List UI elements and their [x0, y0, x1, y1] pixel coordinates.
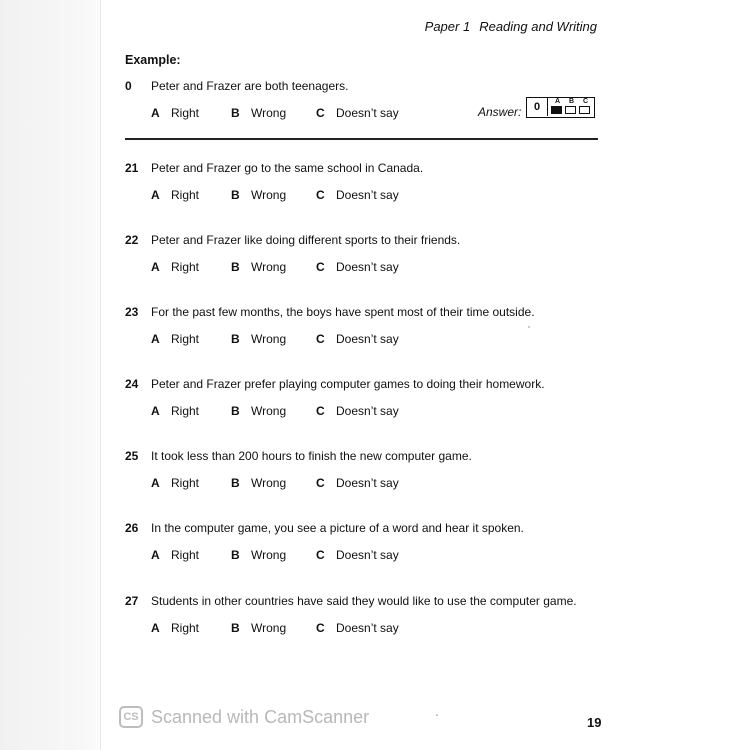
option-c: [316, 106, 399, 120]
option-letter: B: [231, 476, 240, 490]
question-number: 26: [125, 521, 139, 535]
question-text: Peter and Frazer prefer playing computer games to doing their homework.: [151, 377, 545, 391]
option-text: Right: [171, 548, 200, 562]
question-27: [125, 594, 598, 654]
question-25: [125, 449, 598, 509]
question-number: 0: [125, 79, 132, 93]
question-number: 25: [125, 449, 139, 463]
question-text: Peter and Frazer go to the same school in Canada.: [151, 161, 424, 175]
option-letter: C: [316, 188, 325, 202]
question-number: 23: [125, 305, 139, 319]
option-text: Right: [171, 106, 200, 120]
watermark-text: Scanned with CamScanner: [151, 707, 370, 727]
question-number: 21: [125, 161, 139, 175]
option-c[interactable]: [316, 621, 399, 635]
question-number: 24: [125, 377, 139, 391]
question-text: Students in other countries have said they would like to use the computer game.: [151, 594, 577, 608]
option-a[interactable]: [151, 188, 199, 202]
option-letter: A: [151, 476, 160, 490]
scan-speck: [528, 326, 530, 328]
question-22: [125, 233, 598, 293]
question-23: [125, 305, 598, 365]
header-paper: Paper 1: [424, 19, 471, 34]
option-text: Wrong: [251, 260, 287, 274]
option-text: Right: [171, 476, 200, 490]
option-a[interactable]: [151, 332, 199, 346]
option-letter: B: [231, 548, 240, 562]
example-question: [125, 79, 598, 139]
option-text: Right: [171, 621, 200, 635]
header-section: Reading and Writing: [479, 19, 597, 34]
option-text: Right: [171, 404, 200, 418]
option-text: Doesn’t say: [336, 188, 399, 202]
option-letter: C: [316, 621, 325, 635]
option-letter: A: [151, 404, 160, 418]
option-text: Wrong: [251, 188, 287, 202]
page-number: 19: [587, 715, 602, 730]
question-text: In the computer game, you see a picture of a word and hear it spoken.: [151, 521, 524, 535]
option-b[interactable]: [231, 548, 286, 562]
question-24: [125, 377, 598, 437]
answer-letter-a: A: [555, 98, 561, 105]
option-text: Doesn’t say: [336, 476, 399, 490]
answer-bubble-c[interactable]: [579, 106, 590, 114]
option-c[interactable]: [316, 332, 399, 346]
option-b: [231, 106, 286, 120]
question-text: Peter and Frazer like doing different sports to their friends.: [151, 233, 461, 247]
option-b[interactable]: [231, 188, 286, 202]
option-letter: B: [231, 332, 240, 346]
option-letter: C: [316, 548, 325, 562]
option-letter: C: [316, 260, 325, 274]
option-text: Doesn’t say: [336, 548, 399, 562]
option-text: Wrong: [251, 332, 287, 346]
option-c[interactable]: [316, 476, 399, 490]
question-text: For the past few months, the boys have spent most of their time outside.: [151, 305, 535, 319]
option-text: Doesn’t say: [336, 260, 399, 274]
option-b[interactable]: [231, 404, 286, 418]
option-letter: B: [231, 260, 240, 274]
option-text: Right: [171, 188, 200, 202]
option-letter: A: [151, 332, 160, 346]
option-text: Wrong: [251, 621, 287, 635]
option-a[interactable]: [151, 621, 199, 635]
option-c[interactable]: [316, 404, 399, 418]
page-header: [425, 19, 597, 34]
question-number: 22: [125, 233, 139, 247]
example-label: Example:: [125, 53, 181, 67]
option-letter: C: [316, 404, 325, 418]
scan-edge-line: [100, 0, 101, 750]
option-a: [151, 106, 199, 120]
option-letter: A: [151, 106, 160, 120]
option-letter: C: [316, 106, 325, 120]
option-b[interactable]: [231, 621, 286, 635]
option-letter: B: [231, 621, 240, 635]
option-c[interactable]: [316, 548, 399, 562]
option-text: Wrong: [251, 106, 287, 120]
option-letter: A: [151, 621, 160, 635]
option-text: Doesn’t say: [336, 106, 399, 120]
option-letter: A: [151, 188, 160, 202]
option-text: Doesn’t say: [336, 621, 399, 635]
option-text: Doesn’t say: [336, 332, 399, 346]
option-text: Right: [171, 332, 200, 346]
section-divider: [125, 138, 598, 140]
camscanner-logo-icon: CS: [119, 706, 143, 728]
answer-number: 0: [527, 98, 548, 116]
option-text: Wrong: [251, 548, 287, 562]
option-letter: B: [231, 106, 240, 120]
answer-bubble-b[interactable]: [565, 106, 576, 114]
option-c[interactable]: [316, 260, 399, 274]
scan-speck: [436, 714, 438, 716]
option-b[interactable]: [231, 476, 286, 490]
option-a[interactable]: [151, 260, 199, 274]
answer-letter-c: C: [583, 98, 589, 105]
option-letter: A: [151, 548, 160, 562]
option-a[interactable]: [151, 548, 199, 562]
option-b[interactable]: [231, 332, 286, 346]
option-text: Wrong: [251, 476, 287, 490]
answer-label: Answer:: [478, 105, 522, 119]
option-text: Right: [171, 260, 200, 274]
option-text: Doesn’t say: [336, 404, 399, 418]
question-21: [125, 161, 598, 221]
option-letter: C: [316, 476, 325, 490]
option-a[interactable]: [151, 404, 199, 418]
option-letter: C: [316, 332, 325, 346]
option-b[interactable]: [231, 260, 286, 274]
option-text: Wrong: [251, 404, 287, 418]
question-text: Peter and Frazer are both teenagers.: [151, 79, 349, 93]
option-c[interactable]: [316, 188, 399, 202]
question-26: [125, 521, 598, 581]
answer-grid: [526, 97, 595, 118]
option-letter: B: [231, 188, 240, 202]
question-number: 27: [125, 594, 139, 608]
scan-left-edge: [0, 0, 100, 750]
option-letter: B: [231, 404, 240, 418]
option-a[interactable]: [151, 476, 199, 490]
option-letter: A: [151, 260, 160, 274]
answer-letter-b: B: [569, 98, 575, 105]
answer-bubble-a[interactable]: [551, 106, 562, 114]
question-text: It took less than 200 hours to finish the new computer game.: [151, 449, 472, 463]
